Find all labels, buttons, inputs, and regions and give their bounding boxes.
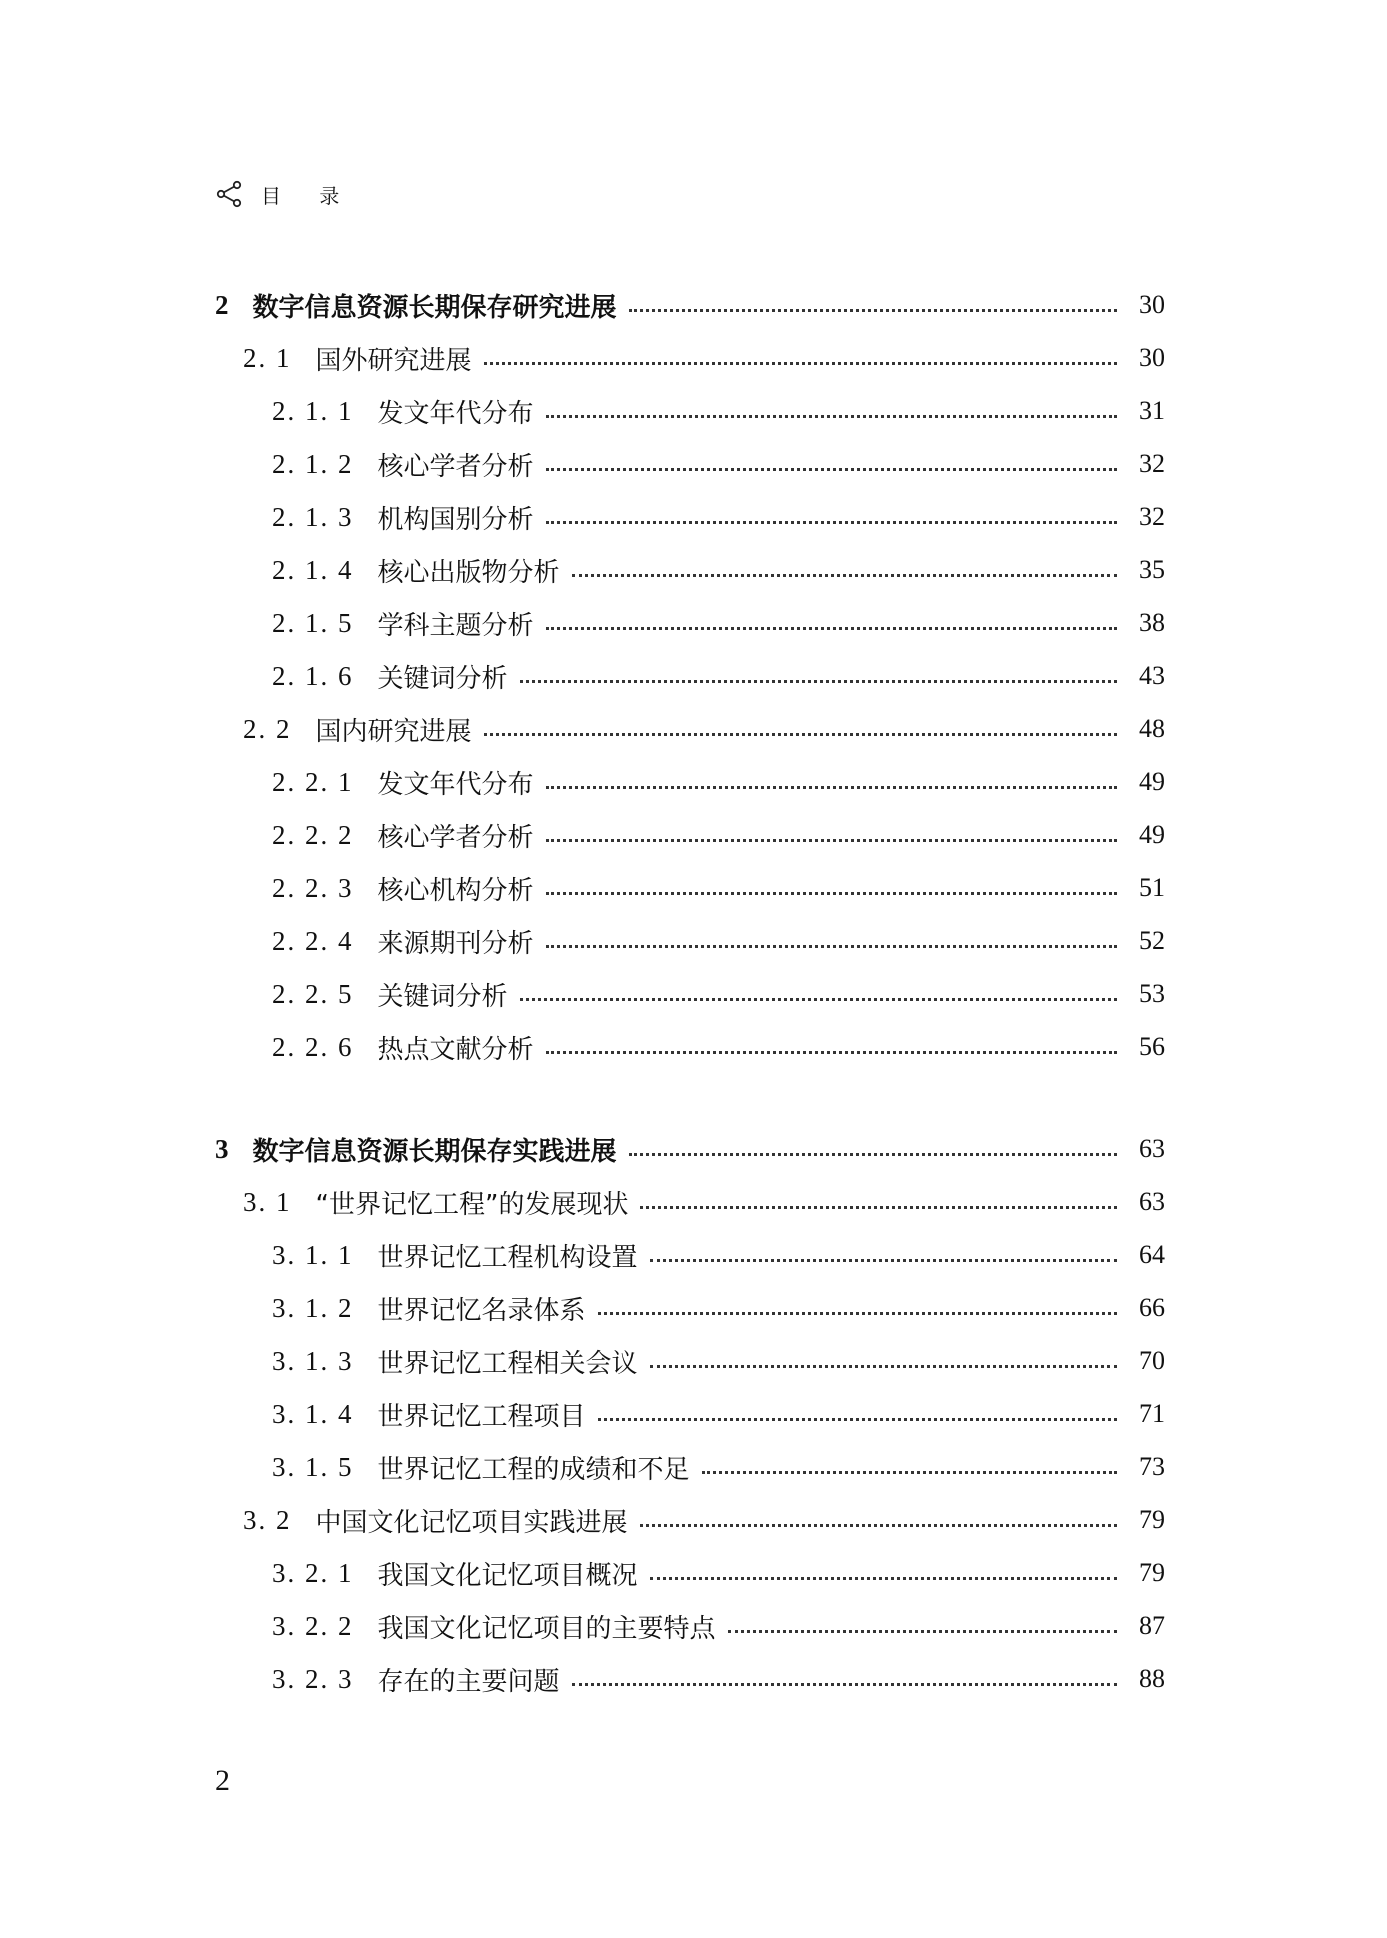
entry-page: 53 <box>1139 979 1165 1008</box>
toc-entry-subsection <box>272 760 1165 804</box>
entry-page: 49 <box>1139 767 1165 796</box>
entry-title: 发文年代分布 <box>377 769 534 800</box>
dot-leader <box>629 309 1117 312</box>
dot-leader <box>546 945 1117 948</box>
toc-entry-section <box>243 707 1165 751</box>
toc-entry-subsection <box>272 1604 1165 1648</box>
dot-leader <box>640 1524 1117 1527</box>
entry-title: 国外研究进展 <box>315 345 472 376</box>
entry-number: 3. 2. 1 <box>272 1557 354 1588</box>
entry-page: 52 <box>1139 926 1165 955</box>
dot-leader <box>546 892 1117 895</box>
entry-number: 3. 2. 2 <box>272 1610 354 1641</box>
entry-title: 世界记忆名录体系 <box>377 1295 586 1326</box>
entry-page: 48 <box>1139 714 1165 743</box>
entry-title: 发文年代分布 <box>377 398 534 429</box>
entry-number: 3. 1 <box>243 1186 292 1217</box>
toc-entry-subsection <box>272 1657 1165 1701</box>
entry-page: 38 <box>1139 608 1165 637</box>
header-title: 目 录 <box>261 183 356 208</box>
entry-title: 核心出版物分析 <box>377 557 560 588</box>
entry-number: 2. 2. 2 <box>272 819 354 850</box>
dot-leader <box>650 1577 1117 1580</box>
entry-number: 3. 1. 4 <box>272 1398 354 1429</box>
entry-page: 31 <box>1139 396 1165 425</box>
toc-entry-subsection <box>272 495 1165 539</box>
toc-entry-subsection <box>272 1445 1165 1489</box>
entry-number: 2. 2. 1 <box>272 766 354 797</box>
entry-page: 64 <box>1139 1240 1165 1269</box>
toc-entry-section <box>243 1180 1165 1224</box>
toc-entry-subsection <box>272 1392 1165 1436</box>
toc-entry-subsection <box>272 972 1165 1016</box>
entry-page: 49 <box>1139 820 1165 849</box>
dot-leader <box>546 627 1117 630</box>
toc-entry-subsection <box>272 654 1165 698</box>
toc-entry-subsection <box>272 1551 1165 1595</box>
dot-leader <box>546 468 1117 471</box>
entry-page: 73 <box>1139 1452 1165 1481</box>
entry-title: 核心机构分析 <box>377 875 534 906</box>
dot-leader <box>546 786 1117 789</box>
entry-title: 核心学者分析 <box>377 451 534 482</box>
entry-page: 71 <box>1139 1399 1165 1428</box>
toc-entry-subsection <box>272 1286 1165 1330</box>
entry-page: 32 <box>1139 449 1165 478</box>
entry-page: 66 <box>1139 1293 1165 1322</box>
entry-title: 世界记忆工程的成绩和不足 <box>377 1454 690 1485</box>
toc-entry-subsection <box>272 1025 1165 1069</box>
share-icon <box>215 180 245 208</box>
page-number: 2 <box>215 1764 230 1797</box>
toc-entry-subsection <box>272 548 1165 592</box>
dot-leader <box>520 998 1117 1001</box>
entry-title: 世界记忆工程项目 <box>377 1401 586 1432</box>
entry-number: 2. 1. 6 <box>272 660 354 691</box>
entry-page: 51 <box>1139 873 1165 902</box>
toc-entry-subsection <box>272 601 1165 645</box>
toc-entry-chapter <box>215 283 1165 327</box>
entry-number: 2. 1. 5 <box>272 607 354 638</box>
dot-leader <box>728 1630 1117 1633</box>
entry-title: 热点文献分析 <box>377 1034 534 1065</box>
entry-title: 中国文化记忆项目实践进展 <box>315 1507 628 1538</box>
entry-page: 79 <box>1139 1558 1165 1587</box>
entry-page: 88 <box>1139 1664 1165 1693</box>
entry-title: 世界记忆工程机构设置 <box>377 1242 638 1273</box>
entry-title: 关键词分析 <box>377 981 508 1012</box>
entry-number: 3 <box>215 1133 231 1164</box>
dot-leader <box>484 362 1117 365</box>
dot-leader <box>546 839 1117 842</box>
toc-entry-section <box>243 336 1165 380</box>
entry-number: 2. 2 <box>243 713 292 744</box>
entry-page: 79 <box>1139 1505 1165 1534</box>
entry-number: 3. 2. 3 <box>272 1663 354 1694</box>
entry-number: 3. 1. 2 <box>272 1292 354 1323</box>
entry-page: 63 <box>1139 1134 1165 1163</box>
entry-number: 3. 2 <box>243 1504 292 1535</box>
entry-title: 核心学者分析 <box>377 822 534 853</box>
entry-number: 2. 1. 1 <box>272 395 354 426</box>
dot-leader <box>546 415 1117 418</box>
entry-number: 3. 1. 3 <box>272 1345 354 1376</box>
entry-number: 3. 1. 5 <box>272 1451 354 1482</box>
toc-entry-subsection <box>272 919 1165 963</box>
entry-title: 来源期刊分析 <box>377 928 534 959</box>
toc-entry-subsection <box>272 1233 1165 1277</box>
entry-page: 87 <box>1139 1611 1165 1640</box>
dot-leader <box>484 733 1117 736</box>
entry-page: 32 <box>1139 502 1165 531</box>
dot-leader <box>629 1153 1117 1156</box>
entry-number: 2. 1. 3 <box>272 501 354 532</box>
entry-title: 数字信息资源长期保存实践进展 <box>252 1136 617 1167</box>
dot-leader <box>598 1418 1117 1421</box>
dot-leader <box>572 1683 1117 1686</box>
entry-number: 2. 1. 2 <box>272 448 354 479</box>
dot-leader <box>650 1259 1117 1262</box>
toc-entry-subsection <box>272 442 1165 486</box>
entry-number: 2. 2. 3 <box>272 872 354 903</box>
toc-entry-chapter <box>215 1127 1165 1171</box>
entry-title: 世界记忆工程相关会议 <box>377 1348 638 1379</box>
entry-title: 我国文化记忆项目的主要特点 <box>377 1613 716 1644</box>
dot-leader <box>546 1051 1117 1054</box>
entry-title: 学科主题分析 <box>377 610 534 641</box>
dot-leader <box>572 574 1117 577</box>
entry-page: 43 <box>1139 661 1165 690</box>
dot-leader <box>598 1312 1117 1315</box>
toc-entry-subsection <box>272 866 1165 910</box>
running-header <box>215 178 355 210</box>
entry-title: 国内研究进展 <box>315 716 472 747</box>
entry-title: “世界记忆工程”的发展现状 <box>315 1189 629 1220</box>
entry-title: 存在的主要问题 <box>377 1666 560 1697</box>
entry-number: 2. 2. 5 <box>272 978 354 1009</box>
entry-page: 30 <box>1139 343 1165 372</box>
dot-leader <box>640 1206 1117 1209</box>
entry-page: 30 <box>1139 290 1165 319</box>
entry-number: 2 <box>215 289 231 320</box>
entry-title: 机构国别分析 <box>377 504 534 535</box>
toc-entry-section <box>243 1498 1165 1542</box>
dot-leader <box>650 1365 1117 1368</box>
dot-leader <box>702 1471 1117 1474</box>
toc-entry-subsection <box>272 389 1165 433</box>
dot-leader <box>546 521 1117 524</box>
entry-page: 63 <box>1139 1187 1165 1216</box>
entry-number: 2. 1. 4 <box>272 554 354 585</box>
entry-title: 数字信息资源长期保存研究进展 <box>252 292 617 323</box>
entry-number: 2. 1 <box>243 342 292 373</box>
entry-number: 2. 2. 6 <box>272 1031 354 1062</box>
entry-number: 3. 1. 1 <box>272 1239 354 1270</box>
entry-page: 56 <box>1139 1032 1165 1061</box>
entry-page: 70 <box>1139 1346 1165 1375</box>
entry-page: 35 <box>1139 555 1165 584</box>
toc-entry-subsection <box>272 1339 1165 1383</box>
entry-number: 2. 2. 4 <box>272 925 354 956</box>
entry-title: 我国文化记忆项目概况 <box>377 1560 638 1591</box>
toc-entry-subsection <box>272 813 1165 857</box>
dot-leader <box>520 680 1117 683</box>
entry-title: 关键词分析 <box>377 663 508 694</box>
